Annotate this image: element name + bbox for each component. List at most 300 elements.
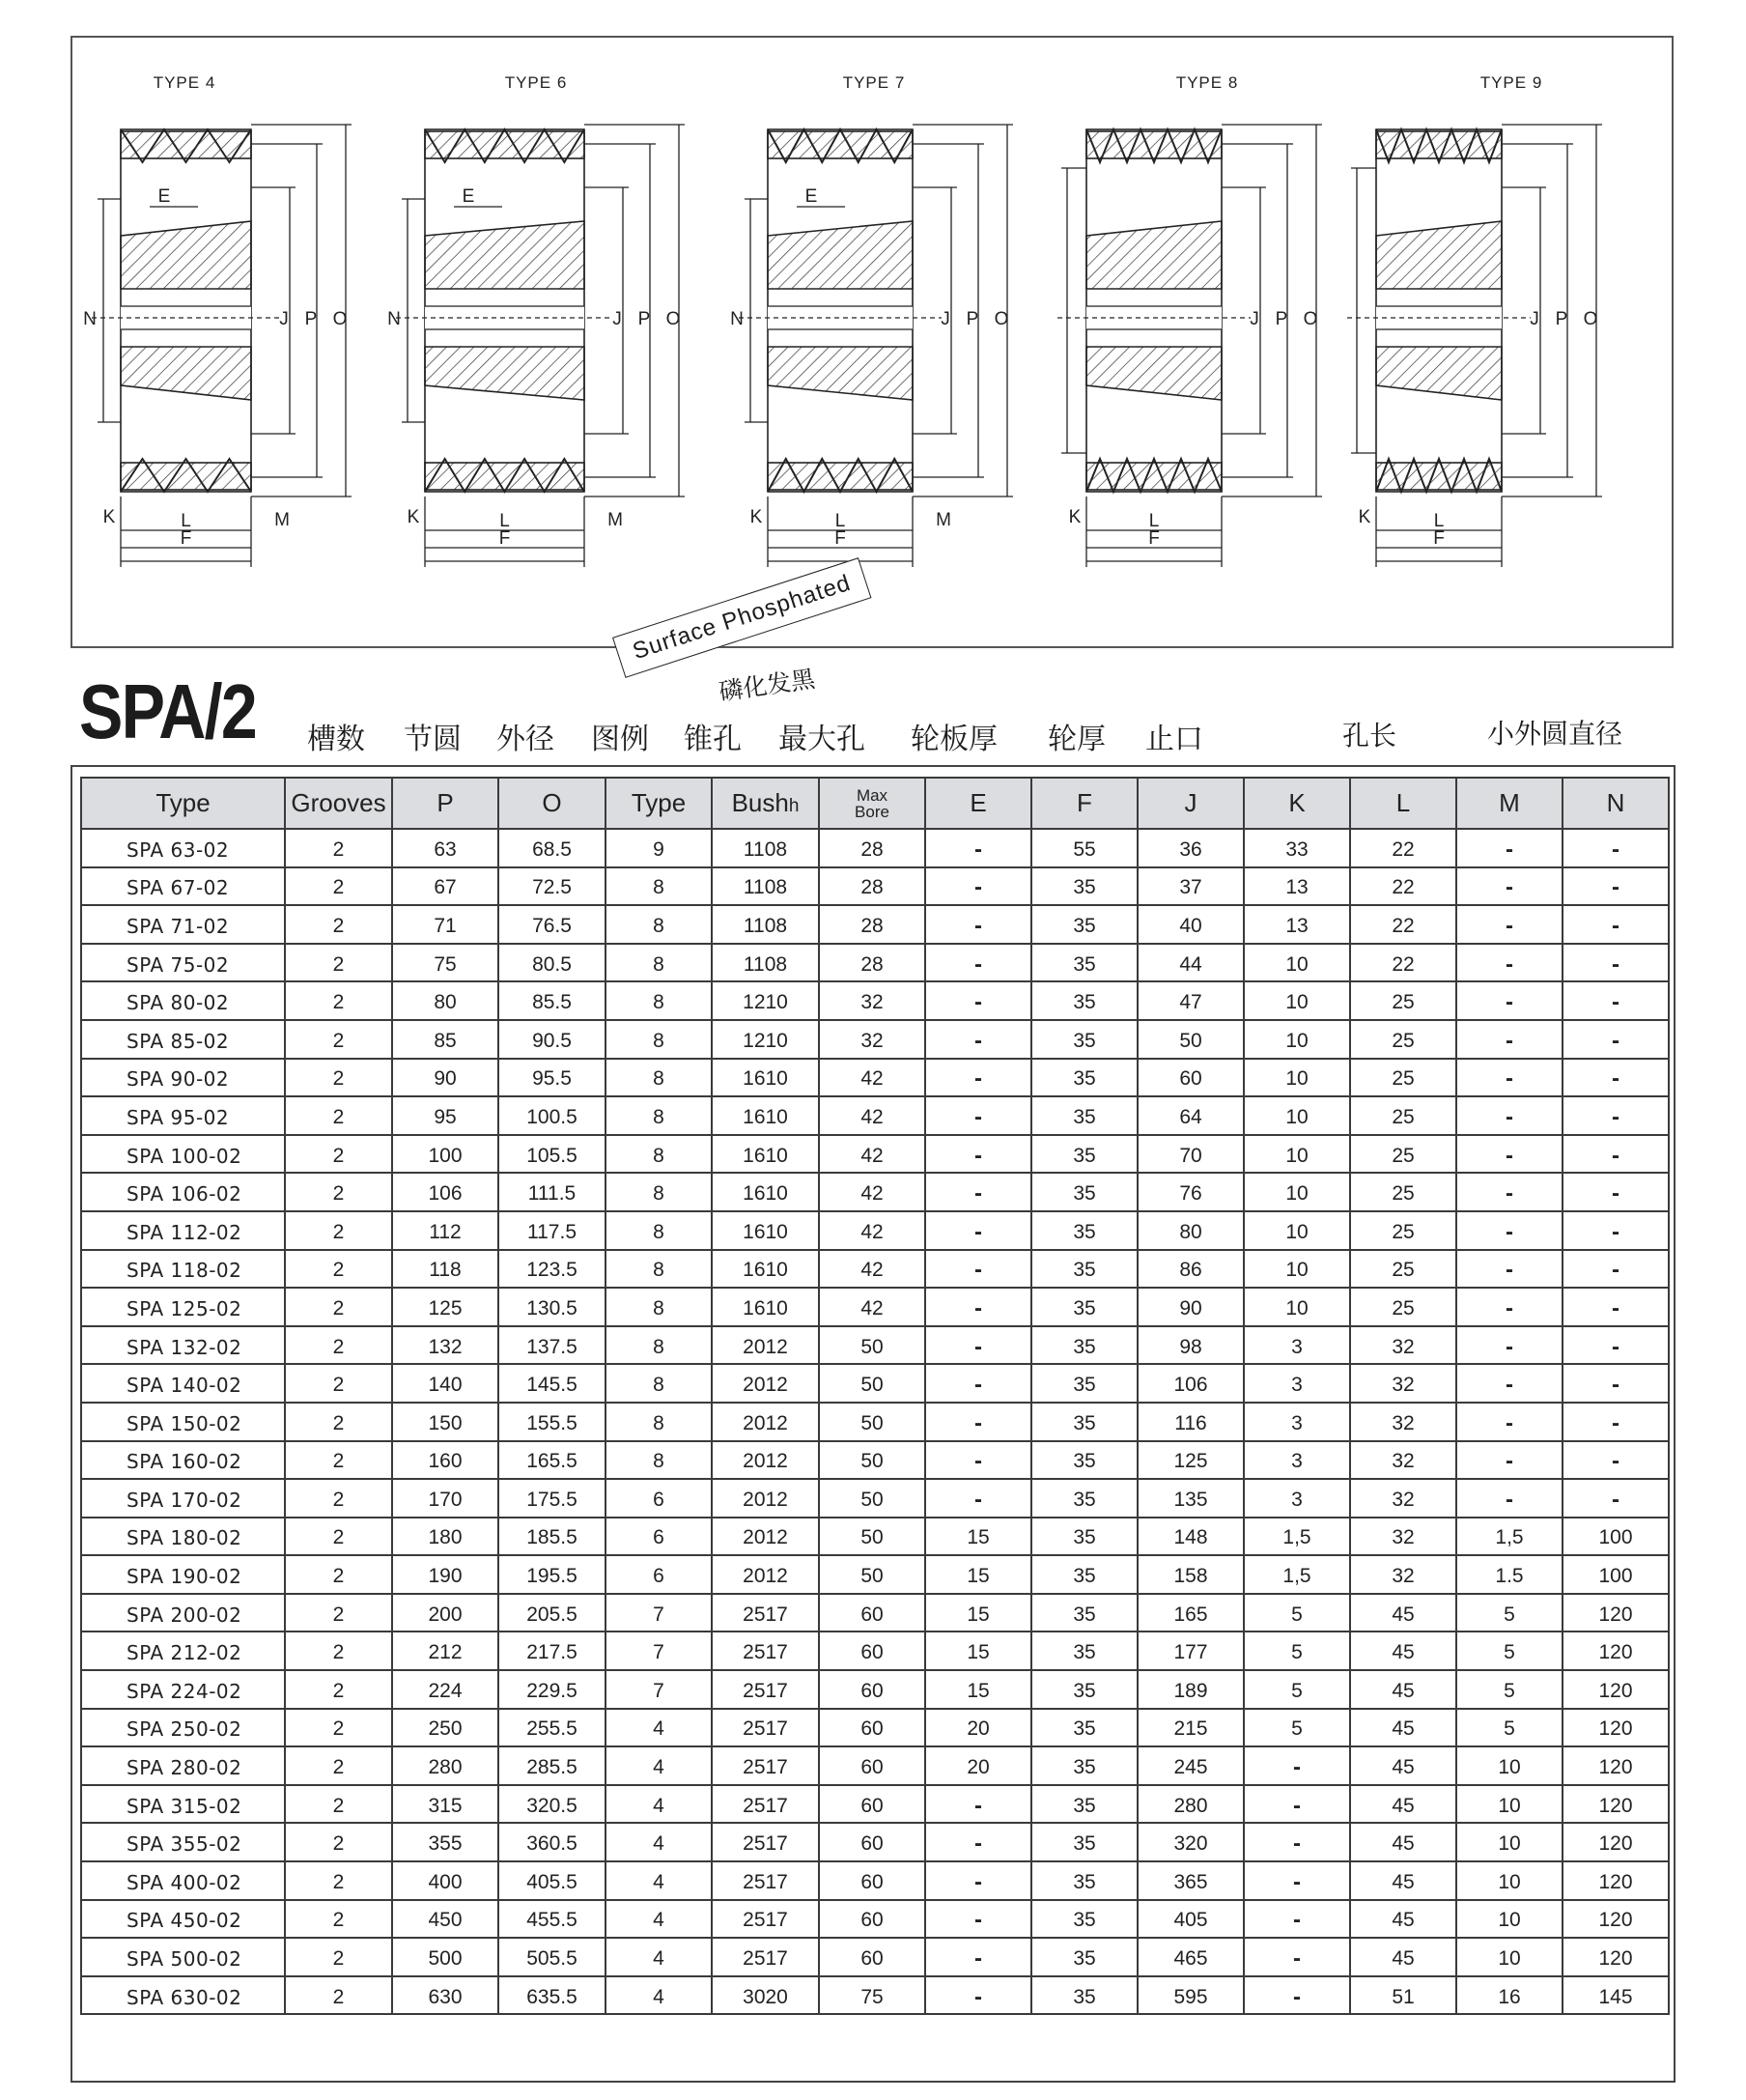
cell-f: 35	[1031, 1288, 1138, 1326]
cell-l: 32	[1350, 1364, 1456, 1403]
dim-label-l: L	[181, 511, 191, 531]
dim-label-o: O	[1583, 309, 1598, 329]
dim-label-f: F	[180, 528, 192, 549]
cell-bush: 2517	[712, 1670, 819, 1709]
cell-o: 405.5	[498, 1861, 605, 1900]
cell-max-bore: 50	[819, 1479, 925, 1518]
cell-bush: 2517	[712, 1900, 819, 1939]
table-row	[81, 1364, 1669, 1403]
cell-f: 35	[1031, 905, 1138, 944]
cell-f: 35	[1031, 1555, 1138, 1594]
cell-l: 25	[1350, 1211, 1456, 1250]
cell-m: -	[1456, 1135, 1563, 1174]
cell-diagram-type: 6	[605, 1518, 712, 1556]
cell-e: -	[925, 981, 1031, 1020]
cell-f: 35	[1031, 1670, 1138, 1709]
cell-p: 280	[392, 1746, 498, 1785]
cell-max-bore: 50	[819, 1555, 925, 1594]
cell-e: -	[925, 1250, 1031, 1289]
cell-m: -	[1456, 1173, 1563, 1211]
cell-k: 5	[1244, 1594, 1350, 1632]
cell-m: 10	[1456, 1938, 1563, 1976]
cell-l: 45	[1350, 1632, 1456, 1670]
cell-bush: 1610	[712, 1211, 819, 1250]
cell-j: 125	[1138, 1441, 1244, 1480]
cell-k: -	[1244, 1823, 1350, 1861]
cell-type: SPA 212-02	[81, 1632, 285, 1670]
cell-l: 25	[1350, 1096, 1456, 1135]
cn-label-bore-length: 孔长	[1342, 720, 1397, 752]
cell-k: 3	[1244, 1441, 1350, 1480]
cell-o: 320.5	[498, 1785, 605, 1824]
cell-n: -	[1563, 905, 1669, 944]
cell-type: SPA 63-02	[81, 829, 285, 867]
cell-e: -	[925, 1211, 1031, 1250]
cell-n: -	[1563, 1403, 1669, 1441]
cell-k: -	[1244, 1938, 1350, 1976]
cell-diagram-type: 8	[605, 1288, 712, 1326]
dim-label-k: K	[1068, 507, 1082, 527]
cell-f: 35	[1031, 1746, 1138, 1785]
cell-diagram-type: 4	[605, 1709, 712, 1747]
col-max-bore	[819, 778, 925, 829]
cell-f: 35	[1031, 1518, 1138, 1556]
cell-diagram-type: 8	[605, 1211, 712, 1250]
dim-label-k: K	[749, 507, 763, 527]
cell-bush: 3020	[712, 1976, 819, 2015]
dim-label-j: J	[612, 309, 622, 329]
dim-label-k: K	[1358, 507, 1371, 527]
cell-k: 10	[1244, 1096, 1350, 1135]
cell-p: 315	[392, 1785, 498, 1824]
cell-diagram-type: 7	[605, 1632, 712, 1670]
cell-j: 44	[1138, 944, 1244, 982]
cell-type: SPA 170-02	[81, 1479, 285, 1518]
cell-diagram-type: 4	[605, 1785, 712, 1824]
cell-n: -	[1563, 1135, 1669, 1174]
table-row	[81, 1173, 1669, 1211]
cell-m: -	[1456, 1479, 1563, 1518]
cell-m: -	[1456, 944, 1563, 982]
cell-bush: 2517	[712, 1938, 819, 1976]
dim-label-n: N	[387, 309, 401, 329]
cell-diagram-type: 8	[605, 944, 712, 982]
cell-type: SPA 160-02	[81, 1441, 285, 1480]
cell-n: 120	[1563, 1938, 1669, 1976]
cell-n: -	[1563, 1020, 1669, 1059]
cell-j: 595	[1138, 1976, 1244, 2015]
cell-p: 95	[392, 1096, 498, 1135]
cell-e: 20	[925, 1746, 1031, 1785]
cell-grooves: 2	[285, 1135, 392, 1174]
cell-grooves: 2	[285, 1059, 392, 1097]
cell-p: 125	[392, 1288, 498, 1326]
cell-j: 50	[1138, 1020, 1244, 1059]
cell-l: 45	[1350, 1746, 1456, 1785]
cell-diagram-type: 8	[605, 1403, 712, 1441]
cell-max-bore: 60	[819, 1823, 925, 1861]
cn-label-outer: 外径	[496, 723, 554, 756]
cell-diagram-type: 8	[605, 1020, 712, 1059]
cell-n: 120	[1563, 1594, 1669, 1632]
cell-j: 76	[1138, 1173, 1244, 1211]
cell-max-bore: 50	[819, 1518, 925, 1556]
cell-l: 22	[1350, 944, 1456, 982]
cell-bush: 1610	[712, 1173, 819, 1211]
cell-j: 47	[1138, 981, 1244, 1020]
cell-m: 10	[1456, 1746, 1563, 1785]
cell-grooves: 2	[285, 1594, 392, 1632]
cell-type: SPA 100-02	[81, 1135, 285, 1174]
cell-e: -	[925, 1403, 1031, 1441]
cell-bush: 2012	[712, 1364, 819, 1403]
cell-e: -	[925, 1364, 1031, 1403]
cell-p: 63	[392, 829, 498, 867]
cell-max-bore: 60	[819, 1938, 925, 1976]
cell-m: 5	[1456, 1709, 1563, 1747]
cell-grooves: 2	[285, 1326, 392, 1365]
table-row	[81, 944, 1669, 982]
cell-diagram-type: 8	[605, 1441, 712, 1480]
cell-p: 212	[392, 1632, 498, 1670]
cn-label-plate: 轮板厚	[911, 723, 998, 756]
cell-n: -	[1563, 944, 1669, 982]
cell-grooves: 2	[285, 1976, 392, 2015]
cell-n: -	[1563, 829, 1669, 867]
cell-f: 35	[1031, 1823, 1138, 1861]
cell-l: 45	[1350, 1594, 1456, 1632]
cell-diagram-type: 8	[605, 1173, 712, 1211]
cell-m: -	[1456, 1403, 1563, 1441]
cell-grooves: 2	[285, 1403, 392, 1441]
cell-m: 1,5	[1456, 1518, 1563, 1556]
col-k: K	[1244, 778, 1350, 829]
cell-diagram-type: 8	[605, 1135, 712, 1174]
cell-bush: 2012	[712, 1403, 819, 1441]
diagram-type-title: TYPE 4	[153, 73, 216, 92]
dim-label-f: F	[498, 528, 511, 549]
dim-label-f: F	[834, 528, 846, 549]
cell-e: -	[925, 1326, 1031, 1365]
cell-f: 35	[1031, 1632, 1138, 1670]
cell-bush: 1210	[712, 981, 819, 1020]
cell-m: 5	[1456, 1632, 1563, 1670]
cell-f: 35	[1031, 1785, 1138, 1824]
cell-max-bore: 50	[819, 1364, 925, 1403]
cell-f: 35	[1031, 1135, 1138, 1174]
cell-e: 20	[925, 1709, 1031, 1747]
col-grooves: Grooves	[285, 778, 392, 829]
cell-p: 75	[392, 944, 498, 982]
cell-m: 10	[1456, 1861, 1563, 1900]
table-row	[81, 1518, 1669, 1556]
dim-label-l: L	[834, 511, 846, 531]
cell-type: SPA 118-02	[81, 1250, 285, 1289]
cell-f: 35	[1031, 1096, 1138, 1135]
table-row	[81, 1709, 1669, 1747]
cell-j: 70	[1138, 1135, 1244, 1174]
cell-j: 405	[1138, 1900, 1244, 1939]
cell-f: 55	[1031, 829, 1138, 867]
cell-m: 10	[1456, 1900, 1563, 1939]
cell-max-bore: 42	[819, 1211, 925, 1250]
cell-type: SPA 315-02	[81, 1785, 285, 1824]
cell-f: 35	[1031, 1441, 1138, 1480]
cn-label-grooves: 槽数	[307, 723, 365, 756]
cell-k: 3	[1244, 1364, 1350, 1403]
cell-l: 32	[1350, 1479, 1456, 1518]
cell-type: SPA 500-02	[81, 1938, 285, 1976]
table-row	[81, 1900, 1669, 1939]
cell-e: 15	[925, 1555, 1031, 1594]
cell-p: 132	[392, 1326, 498, 1365]
cell-grooves: 2	[285, 1632, 392, 1670]
cell-type: SPA 200-02	[81, 1594, 285, 1632]
cell-o: 217.5	[498, 1632, 605, 1670]
cell-o: 635.5	[498, 1976, 605, 2015]
cell-p: 190	[392, 1555, 498, 1594]
cell-bush: 1610	[712, 1059, 819, 1097]
cell-k: 10	[1244, 944, 1350, 982]
cell-m: 5	[1456, 1594, 1563, 1632]
dim-label-j: J	[1530, 309, 1539, 329]
cell-o: 360.5	[498, 1823, 605, 1861]
cell-max-bore: 42	[819, 1288, 925, 1326]
cell-o: 285.5	[498, 1746, 605, 1785]
cell-k: -	[1244, 1861, 1350, 1900]
dim-label-p: P	[1275, 309, 1288, 329]
cell-o: 90.5	[498, 1020, 605, 1059]
cell-n: -	[1563, 1096, 1669, 1135]
cell-max-bore: 75	[819, 1976, 925, 2015]
cell-l: 45	[1350, 1861, 1456, 1900]
dim-label-l: L	[499, 511, 510, 531]
cell-k: 13	[1244, 905, 1350, 944]
cell-p: 500	[392, 1938, 498, 1976]
cell-type: SPA 106-02	[81, 1173, 285, 1211]
cell-bush: 2517	[712, 1709, 819, 1747]
cell-m: -	[1456, 829, 1563, 867]
cell-diagram-type: 4	[605, 1861, 712, 1900]
cell-max-bore: 32	[819, 1020, 925, 1059]
cell-diagram-type: 8	[605, 1096, 712, 1135]
cell-o: 229.5	[498, 1670, 605, 1709]
cell-j: 465	[1138, 1938, 1244, 1976]
cell-bush: 1108	[712, 867, 819, 906]
dim-label-o: O	[665, 309, 681, 329]
table-row	[81, 1823, 1669, 1861]
cell-diagram-type: 4	[605, 1900, 712, 1939]
cell-e: -	[925, 867, 1031, 906]
cell-diagram-type: 8	[605, 905, 712, 944]
cell-e: -	[925, 1173, 1031, 1211]
cell-f: 35	[1031, 1364, 1138, 1403]
cell-k: 1,5	[1244, 1518, 1350, 1556]
cell-l: 22	[1350, 829, 1456, 867]
cell-p: 170	[392, 1479, 498, 1518]
cell-o: 68.5	[498, 829, 605, 867]
col-max-text: Max	[856, 785, 888, 805]
cell-l: 45	[1350, 1900, 1456, 1939]
cell-type: SPA 71-02	[81, 905, 285, 944]
table-row	[81, 905, 1669, 944]
cell-p: 100	[392, 1135, 498, 1174]
cell-p: 250	[392, 1709, 498, 1747]
cell-grooves: 2	[285, 905, 392, 944]
cell-n: 120	[1563, 1785, 1669, 1824]
cell-grooves: 2	[285, 981, 392, 1020]
table-row	[81, 1059, 1669, 1097]
cell-max-bore: 60	[819, 1709, 925, 1747]
col-l: L	[1350, 778, 1456, 829]
cell-diagram-type: 8	[605, 867, 712, 906]
pulley-type-1	[83, 73, 352, 567]
cell-j: 280	[1138, 1785, 1244, 1824]
cell-n: -	[1563, 1364, 1669, 1403]
cell-bush: 2517	[712, 1594, 819, 1632]
cell-o: 165.5	[498, 1441, 605, 1480]
cell-diagram-type: 6	[605, 1555, 712, 1594]
cell-n: -	[1563, 1441, 1669, 1480]
cell-k: 5	[1244, 1632, 1350, 1670]
cell-e: 15	[925, 1518, 1031, 1556]
table-row	[81, 1938, 1669, 1976]
cell-j: 177	[1138, 1632, 1244, 1670]
cell-grooves: 2	[285, 1709, 392, 1747]
cell-k: -	[1244, 1976, 1350, 2015]
cell-p: 112	[392, 1211, 498, 1250]
cell-grooves: 2	[285, 867, 392, 906]
cell-o: 185.5	[498, 1518, 605, 1556]
cell-k: -	[1244, 1746, 1350, 1785]
table-row	[81, 1250, 1669, 1289]
cell-o: 155.5	[498, 1403, 605, 1441]
dim-label-o: O	[1303, 309, 1318, 329]
cell-bush: 1108	[712, 829, 819, 867]
cell-j: 86	[1138, 1250, 1244, 1289]
cell-type: SPA 280-02	[81, 1746, 285, 1785]
diagram-type-title: TYPE 8	[1175, 73, 1239, 92]
cell-j: 40	[1138, 905, 1244, 944]
cell-grooves: 2	[285, 1020, 392, 1059]
dim-label-n: N	[83, 309, 97, 329]
cell-max-bore: 42	[819, 1173, 925, 1211]
cell-p: 630	[392, 1976, 498, 2015]
cell-l: 25	[1350, 1173, 1456, 1211]
pulley-type-diagrams	[70, 36, 1674, 648]
dim-label-j: J	[1250, 309, 1259, 329]
cell-l: 45	[1350, 1670, 1456, 1709]
dim-label-k: K	[407, 507, 420, 527]
cell-e: -	[925, 1059, 1031, 1097]
cell-k: 10	[1244, 1211, 1350, 1250]
cell-f: 35	[1031, 1976, 1138, 2015]
cell-grooves: 2	[285, 1823, 392, 1861]
cell-max-bore: 42	[819, 1135, 925, 1174]
cell-diagram-type: 8	[605, 1364, 712, 1403]
dim-label-m: M	[936, 510, 951, 530]
cell-bush: 2517	[712, 1861, 819, 1900]
cell-n: 145	[1563, 1976, 1669, 2015]
dim-label-e: E	[157, 186, 171, 207]
cell-p: 71	[392, 905, 498, 944]
cell-grooves: 2	[285, 1518, 392, 1556]
cell-diagram-type: 8	[605, 1059, 712, 1097]
cell-max-bore: 60	[819, 1861, 925, 1900]
cell-p: 80	[392, 981, 498, 1020]
cell-n: -	[1563, 1250, 1669, 1289]
cell-o: 130.5	[498, 1288, 605, 1326]
cell-f: 35	[1031, 944, 1138, 982]
cell-l: 25	[1350, 981, 1456, 1020]
col-e: E	[925, 778, 1031, 829]
cell-p: 224	[392, 1670, 498, 1709]
cell-j: 60	[1138, 1059, 1244, 1097]
cell-l: 32	[1350, 1555, 1456, 1594]
cell-diagram-type: 8	[605, 1250, 712, 1289]
table-row	[81, 867, 1669, 906]
cell-o: 175.5	[498, 1479, 605, 1518]
cell-n: -	[1563, 981, 1669, 1020]
table-row	[81, 1746, 1669, 1785]
cell-k: 1,5	[1244, 1555, 1350, 1594]
cell-max-bore: 28	[819, 944, 925, 982]
table-row	[81, 1020, 1669, 1059]
cell-f: 35	[1031, 867, 1138, 906]
cell-l: 45	[1350, 1709, 1456, 1747]
pulley-type-5	[1347, 73, 1602, 567]
cell-bush: 1108	[712, 944, 819, 982]
col-o: O	[498, 778, 605, 829]
col-bore-text: Bore	[855, 802, 889, 821]
table-row	[81, 1211, 1669, 1250]
cell-f: 35	[1031, 1900, 1138, 1939]
cell-grooves: 2	[285, 1479, 392, 1518]
cell-k: 10	[1244, 1250, 1350, 1289]
diagram-type-title: TYPE 7	[842, 73, 906, 92]
cell-o: 111.5	[498, 1173, 605, 1211]
series-title: SPA/2	[79, 668, 256, 754]
cell-type: SPA 67-02	[81, 867, 285, 906]
table-row	[81, 1441, 1669, 1480]
cell-f: 35	[1031, 1403, 1138, 1441]
cell-grooves: 2	[285, 1250, 392, 1289]
cell-p: 400	[392, 1861, 498, 1900]
dim-label-o: O	[994, 309, 1009, 329]
cell-e: -	[925, 1900, 1031, 1939]
cell-p: 450	[392, 1900, 498, 1939]
pulley-cross-section-drawings	[72, 38, 1676, 650]
cell-l: 25	[1350, 1135, 1456, 1174]
cell-grooves: 2	[285, 1211, 392, 1250]
cell-e: -	[925, 1785, 1031, 1824]
cn-label-maxbore: 最大孔	[778, 723, 865, 756]
cell-p: 200	[392, 1594, 498, 1632]
dim-label-p: P	[637, 309, 651, 329]
cell-type: SPA 125-02	[81, 1288, 285, 1326]
cell-p: 150	[392, 1403, 498, 1441]
cell-grooves: 2	[285, 1900, 392, 1939]
dim-label-m: M	[607, 510, 623, 530]
dim-label-p: P	[1555, 309, 1568, 329]
cell-max-bore: 60	[819, 1785, 925, 1824]
cell-diagram-type: 4	[605, 1823, 712, 1861]
cell-type: SPA 75-02	[81, 944, 285, 982]
cell-f: 35	[1031, 1020, 1138, 1059]
cell-grooves: 2	[285, 1173, 392, 1211]
cell-o: 85.5	[498, 981, 605, 1020]
cell-m: -	[1456, 1250, 1563, 1289]
